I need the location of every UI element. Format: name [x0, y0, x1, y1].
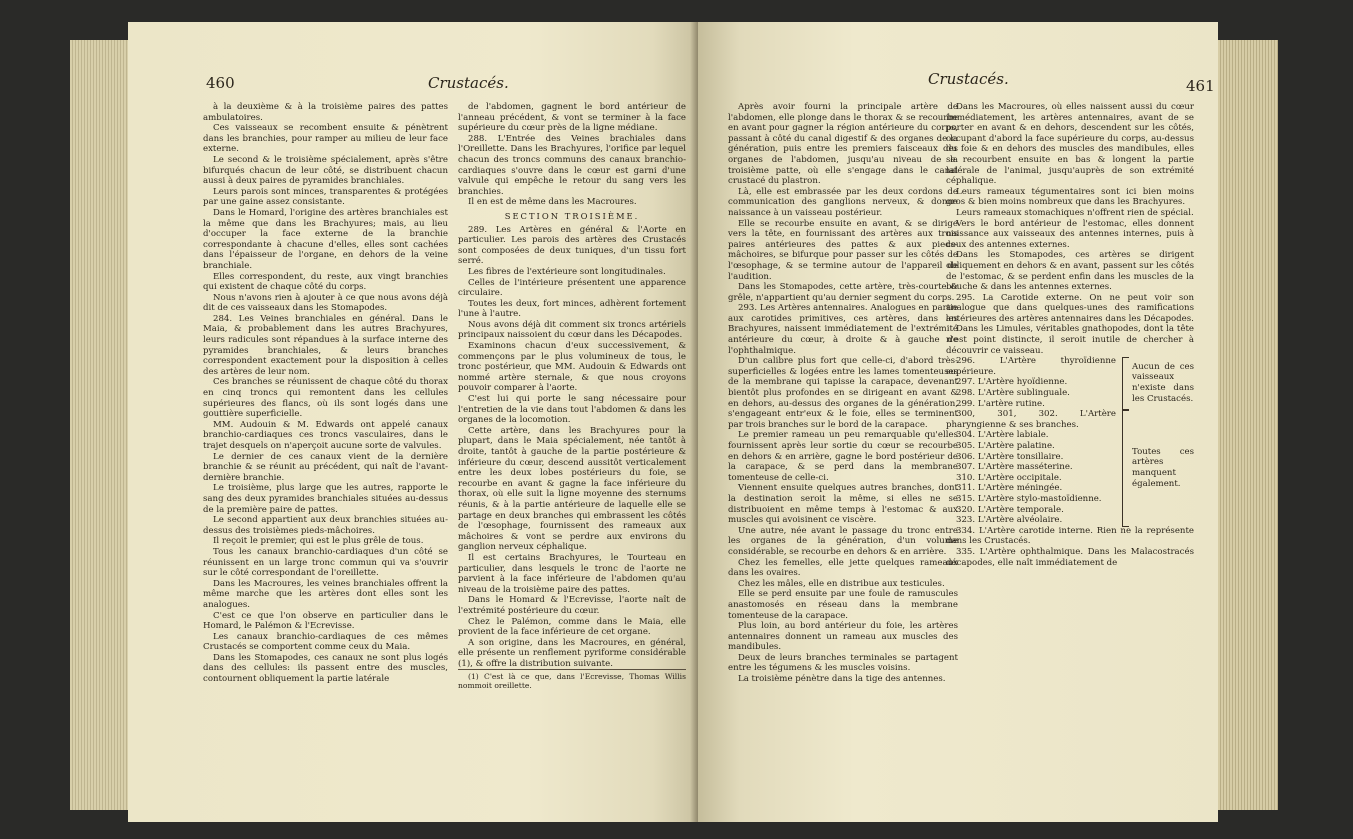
paragraph: Toutes les deux, fort minces, adhèrent fortement l'une à l'autre. [458, 298, 686, 320]
paragraph: Tous les canaux branchio-cardiaques d'un côté se réunissent en un large tronc commun qui va s'ouvrir sur le côté correspondant de l'oreillette. [203, 546, 448, 579]
page-number: 460 [206, 74, 235, 92]
paragraph: Le troisième, plus large que les autres, rapporte le sang des deux pyramides branchiales situées au-dessus de la première paire de pattes. [203, 483, 448, 515]
paragraph: Le dernier de ces canaux vient de la dernière branchie & se réunit au précédent, qui naît de l'avant-dernière branchie. [203, 451, 448, 483]
paragraph: Le second & le troisième spécialement, après s'être bifurqués chacun de leur côté, se distribuent chacun aussi à deux paires de pyramides branchiales. [203, 154, 448, 187]
right-page-edges [1218, 40, 1278, 810]
paragraph: Le second appartient aux deux branchies situées au-dessus des troisièmes pieds-mâchoires. [203, 515, 448, 536]
paragraph: SECTION TROISIÈME. [504, 210, 640, 221]
paragraph: Dans les Stomapodes, cette artère, très-courte & grêle, n'appartient qu'au dernier segment du corps. [728, 282, 958, 303]
paragraph: Après avoir fourni la principale artère de l'abdomen, elle plonge dans le thorax & se recourbe en avant pour gagner la région antérieure du corps, passant à côté du canal digestif & des organes de la génération, puis entre les premiers faisceaux des organes de l'abdomen, jusqu'au niveau de la troisième patte, où elle s'engage dans le canal crustacé du plastron. [728, 102, 958, 187]
paragraph: Une autre, née avant le passage du tronc entre les organes de la génération, d'un volume considérable, se recourbe en dehors & en arrière. [728, 525, 958, 557]
paragraph: Dans les Macroures, les veines branchiales offrent la même marche que les artères dont elles sont les analogues. [203, 578, 448, 610]
paragraph: Elle se perd ensuite par une foule de ramuscules anastomosés en réseau dans la membrane tomenteuse de la carapace. [728, 589, 958, 621]
paragraph: Les canaux branchio-cardiaques de ces mêmes Crustacés se comportent comme ceux du Maia. [203, 631, 448, 653]
paragraph: Il est certains Brachyures, le Tourteau en particulier, dans lesquels le tronc de l'aorte ne parvient à la face inférieure de l'abdomen qu'au niveau de la troisième paire des pattes. [458, 552, 686, 595]
paragraph: Nous avons déjà dit comment six troncs artériels principaux naissoient du cœur dans les Décapodes. [458, 319, 686, 341]
paragraph: Cette artère, dans les Brachyures pour la plupart, dans le Maia spécialement, née tantôt à droite, tantôt à gauche de la partie postérieure & inférieure du cœur, descend aussitôt verticalement entre les deux lobes postérieurs du foie, se recourbe en avant & gagne la face inférieure du thorax, où elle suit la ligne moyenne des sternums réunis, & à la partie antérieure de laquelle elle se partage en deux branches qui embrassent les côtés de l'œsophage, fournissent des rameaux aux mâchoires & vont se perdre aux environs du ganglion nerveux céphalique. [458, 425, 686, 553]
paragraph: Plus loin, au bord antérieur du foie, les artères antennaires donnent un rameau aux muscles des mandibules. [728, 621, 958, 653]
paragraph: D'un calibre plus fort que celle-ci, d'abord très-superficielles & logées entre les lames tomenteuses de la membrane qui tapisse la carapace, devenant bientôt plus profondes en se dirigeant en avant & en dehors, au-dessus des organes de la génération, s'engageant entr'eux & le foie, elles se terminent par trois branches sur le bord de la carapace. [728, 356, 958, 430]
paragraph: Ces vaisseaux se recombent ensuite & pénètrent dans les branchies, pour ramper au milieu de leur face externe. [203, 123, 448, 155]
paragraph: Elle se recourbe ensuite en avant, & se dirige vers la tête, en fournissant des artères aux trois paires antérieures des pattes & aux pieds-mâchoires, se bifurque pour passer sur les côtés de l'œsophage, & se termine autour de l'appareil de l'audition. [728, 218, 958, 282]
left-page [128, 22, 698, 822]
artery-entry: 310. L'Artère occipitale. [956, 472, 1062, 483]
paragraph: Dans les Stomapodes, ces artères se dirigent obliquement en dehors & en avant, passent sur les côtés de l'estomac, & se perdent enfin dans les muscles de la bouche & dans les antennes externes. [946, 250, 1194, 293]
running-head: Crustacés. [928, 70, 1009, 88]
paragraph: Elles correspondent, du reste, aux vingt branchies qui existent de chaque côté du corps. [203, 271, 448, 293]
paragraph: 293. Les Artères antennaires. Analogues en partie aux carotides primitives, ces artères, dans les Brachyures, naissent immédiatement de l'extrémité antérieure du cœur, à droite & à gauche de l'ophthalmique. [728, 303, 958, 356]
artery-entry: 296. L'Artère thyroïdienne supérieure. [946, 356, 1116, 377]
paragraph: Dans le Homard & l'Ecrevisse, l'aorte naît de l'extrémité postérieure du cœur. [458, 595, 686, 616]
left-column-1 [203, 102, 448, 685]
artery-entry: 311. L'Artère méningée. [956, 483, 1063, 494]
paragraph: Chez les mâles, elle en distribue aux testicules. [738, 578, 945, 589]
brace [1122, 410, 1129, 527]
paragraph: Dans les Macroures, où elles naissent aussi du cœur immédiatement, les artères antennaires, avant de se porter en avant & en dehors, descendent sur les côtés, occupant d'abord la face supérieure du corps, au-dessus du foie & en dehors des muscles des mandibules, elles se recourbent ensuite en bas & longent la partie latérale de l'animal, jusqu'auprès de son extrémité céphalique. [946, 102, 1194, 187]
paragraph: 288. L'Entrée des Veines brachiales dans l'Oreillette. Dans les Brachyures, l'orifice par lequel chacun des troncs communs des canaux branchio-cardiaques s'ouvre dans le cœur est garni d'une valvule qui empêche le retour du sang vers les branchies. [458, 133, 686, 197]
paragraph: 335. L'Artère ophthalmique. Dans les Malacostracés décapodes, elle naît immédiatement de [946, 546, 1194, 568]
artery-entry: 320. L'Artère temporale. [956, 504, 1064, 515]
brace-note: Aucun de ces vaisseaux n'existe dans les Crustacés. [1132, 361, 1194, 404]
paragraph: 295. La Carotide externe. On ne peut voir son analogue que dans quelques-unes des ramifications antérieures des artères antennaires dans les Décapodes. [946, 292, 1194, 324]
paragraph: Leurs parois sont minces, transparentes & protégées par une gaine assez consistante. [203, 186, 448, 208]
artery-entry: 306. L'Artère tonsillaire. [956, 451, 1064, 462]
right-column-2 [946, 102, 1194, 568]
artery-entry: 297. L'Artère hyoïdienne. [956, 377, 1068, 388]
paragraph: Dans les Limules, véritables gnathopodes, dont la tête n'est point distincte, il seroit inutile de chercher à découvrir ce vaisseau. [946, 324, 1194, 356]
paragraph: Chez les femelles, elle jette quelques rameaux dans les ovaires. [728, 557, 958, 579]
paragraph: Celles de l'intérieure présentent une apparence circulaire. [458, 277, 686, 299]
paragraph: Chez le Palémon, comme dans le Maia, elle provient de la face inférieure de cet organe. [458, 616, 686, 638]
artery-entry: 323. L'Artère alvéolaire. [956, 515, 1063, 526]
paragraph: Dans le Homard, l'origine des artères branchiales est la même que dans les Brachyures; mais, au lieu d'occuper la face externe de la branchie correspondante à chacune d'elles, elles sont cachées dans l'épaisseur de l'organe, en dehors de la veine branchiale. [203, 207, 448, 271]
paragraph: Il reçoit le premier, qui est le plus grêle de tous. [213, 536, 424, 547]
paragraph: Il en est de même dans les Macroures. [468, 197, 637, 208]
page-number: 461 [1186, 77, 1215, 95]
artery-list-group [946, 356, 1194, 409]
running-head: Crustacés. [428, 74, 509, 92]
paragraph: Nous n'avons rien à ajouter à ce que nous avons déjà dit de ces vaisseaux dans les Stomapodes. [203, 292, 448, 314]
paragraph: Dans les Stomapodes, ces canaux ne sont plus logés dans des cellules: ils passent entre des muscles, contournent obliquement la partie latérale [203, 652, 448, 685]
artery-entry: 305. L'Artère palatine. [956, 441, 1055, 451]
artery-entry: 307. L'Artère masséterine. [956, 462, 1073, 473]
paragraph: Là, elle est embrassée par les deux cordons de communication des ganglions nerveux, & donne naissance à un vaisseau postérieur. [728, 186, 958, 218]
left-page-edges [70, 40, 130, 810]
paragraph: 284. Les Veines branchiales en général. Dans le Maia, & probablement dans les autres Brachyures, leurs radicules sont répandues à la surface interne des pyramides branchiales, & leurs branches correspondent exactement pour la disposition à celles des artères de leur nom. [203, 313, 448, 377]
paragraph: 289. Les Artères en général & l'Aorte en particulier. Les parois des artères des Crustacés sont composées de deux tuniques, d'un tissu fort serré. [458, 224, 686, 267]
paragraph: La troisième pénètre dans la tige des antennes. [738, 674, 946, 685]
paragraph: Les fibres de l'extérieure sont longitudinales. [468, 266, 666, 277]
paragraph: Ces branches se réunissent de chaque côté du thorax en cinq troncs qui remontent dans les cellules supérieures des flancs, où ils sont logés dans une gouttière superficielle. [203, 377, 448, 420]
right-column-1 [728, 102, 958, 685]
brace [1122, 357, 1129, 410]
paragraph: Deux de leurs branches terminales se partagent entre les tégumens & les muscles voisins. [728, 652, 958, 674]
paragraph: MM. Audouin & M. Edwards ont appelé canaux branchio-cardiaques ces troncs vasculaires, dans le trajet desquels on n'aperçoit aucune sorte de valvules. [203, 419, 448, 451]
paragraph: Leurs rameaux stomachiques n'offrent rien de spécial. [956, 207, 1194, 218]
paragraph: Vers le bord antérieur de l'estomac, elles donnent naissance aux vaisseaux des antennes internes, puis à ceux des antennes externes. [946, 218, 1194, 250]
paragraph: C'est lui qui porte le sang nécessaire pour l'entretien de la vie dans tout l'abdomen & dans les organes de la locomotion. [458, 394, 686, 426]
artery-entry: 300, 301, 302. L'Artère pharyngienne & ses branches. [946, 409, 1116, 430]
footnote: (1) C'est là ce que, dans l'Ecrevisse, Thomas Willis nommoit oreillette. [458, 669, 686, 690]
artery-entry: 299. L'artère rutine. [956, 398, 1045, 409]
artery-entry: 315. L'Artère stylo-mastoïdienne. [956, 493, 1102, 504]
paragraph: à la deuxième & à la troisième paires des pattes ambulatoires. [203, 102, 448, 123]
paragraph: 334. L'Artère carotide interne. Rien ne la représente dans les Crustacés. [946, 525, 1194, 547]
paragraph: C'est ce que l'on observe en particulier dans le Homard, le Palémon & l'Ecrevisse. [203, 610, 448, 632]
paragraph: Viennent ensuite quelques autres branches, dont la destination seroit la même, si elles ne se distribuoient en même temps à l'estomac & aux muscles qui avoisinent ce viscère. [728, 483, 958, 526]
artery-entry: 304. L'Artère labiale. [956, 430, 1049, 441]
right-page [698, 22, 1218, 822]
brace-note: Toutes ces artères manquent également. [1132, 446, 1194, 489]
paragraph: Leurs rameaux tégumentaires sont ici bien moins gros & bien moins nombreux que dans les Brachyures. [946, 186, 1194, 208]
paragraph: Examinons chacun d'eux successivement, & commençons par le plus volumineux de tous, le tronc postérieur, que MM. Audouin & Edwards ont nommé artère sternale, & que nous croyons pouvoir comparer à l'aorte. [458, 341, 686, 394]
left-column-2 [458, 102, 686, 690]
paragraph: de l'abdomen, gagnent le bord antérieur de l'anneau précédent, & vont se terminer à la face supérieure du cœur près de la ligne médiane. [458, 102, 686, 134]
paragraph: A son origine, dans les Macroures, en général, elle présente un renflement pyriforme considérable (1), & offre la distribution suivante. [458, 637, 686, 669]
artery-list-group [946, 409, 1194, 526]
artery-entry: 298. L'Artère sublinguale. [956, 388, 1070, 399]
paragraph: Le premier rameau un peu remarquable qu'elles fournissent après leur sortie du cœur se recourbe en dehors & en arrière, gagne le bord postérieur de la carapace, & se perd dans la membrane tomenteuse de celle-ci. [728, 430, 958, 483]
